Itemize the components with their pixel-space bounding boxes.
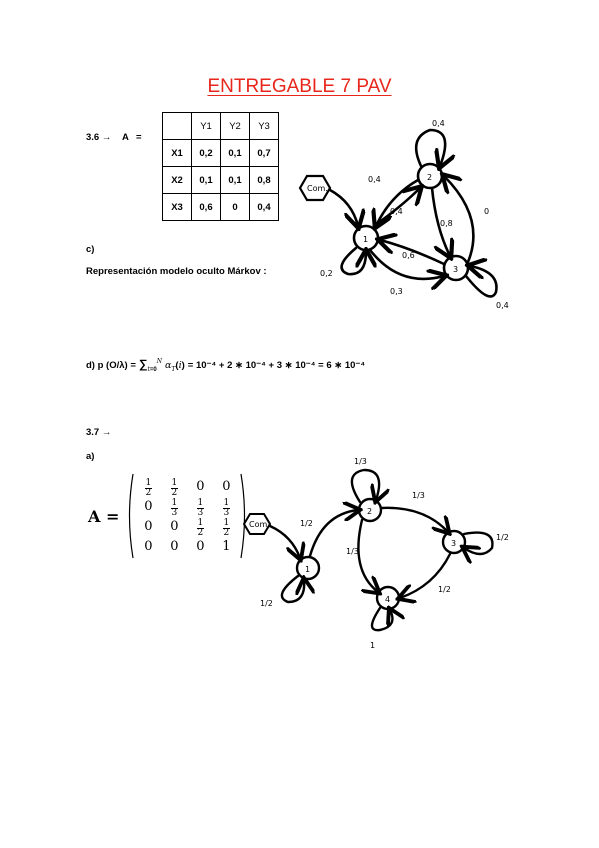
markov-diagram-3-7 xyxy=(238,446,548,658)
col-header: Y1 xyxy=(192,113,221,140)
table-cell: 0 xyxy=(221,194,250,221)
part-d-equation xyxy=(86,357,365,373)
col-header: Y3 xyxy=(250,113,279,140)
fraction: $\frac{1}{2}$ xyxy=(223,518,230,538)
edge-3-4-label: 1/2 xyxy=(438,585,451,594)
matrix-cell: 0 xyxy=(170,518,179,534)
part-d-rhs: = 10⁻⁴ + 2 ∗ 10⁻⁴ + 3 ∗ 10⁻⁴ = 6 ∗ 10⁻⁴ xyxy=(187,360,366,371)
col-header: Y2 xyxy=(221,113,250,140)
page-title: ENTREGABLE 7 PAV xyxy=(207,76,392,97)
fraction: $\frac{1}{3}$ xyxy=(223,498,230,518)
fraction: $\frac{1}{3}$ xyxy=(197,498,204,518)
edge-start-1 xyxy=(330,190,358,226)
start-label-1: Com. xyxy=(307,184,328,193)
matrix-cell: 0 xyxy=(222,478,231,494)
fraction: $\frac{1}{2}$ xyxy=(145,478,152,498)
fraction: $\frac{1}{3}$ xyxy=(171,498,178,518)
state-label: 3 xyxy=(453,265,459,274)
start-label-2: Com. xyxy=(249,520,270,529)
edge-1-2-label: 1/2 xyxy=(300,519,313,528)
state-label: 3 xyxy=(451,539,457,548)
state-label: 4 xyxy=(385,595,391,604)
loop-1 xyxy=(342,248,366,274)
alpha-term: $\alpha_T(i)$ xyxy=(164,360,185,373)
fraction: $\frac{1}{2}$ xyxy=(171,478,178,498)
table-header-row xyxy=(163,113,279,140)
matrix-cell xyxy=(197,514,205,538)
edge-1-2-label: 0,4 xyxy=(390,207,403,216)
loop-1-label: 1/2 xyxy=(260,599,273,608)
part-a-label: a) xyxy=(86,451,95,462)
matrix-cell: 0 xyxy=(144,518,153,534)
table-cell: 0,1 xyxy=(221,167,250,194)
equals-sign: = xyxy=(136,132,142,143)
table-cell: 0,4 xyxy=(250,194,279,221)
section-36-label: 3.6 → xyxy=(86,132,112,143)
matrix-cell xyxy=(171,494,179,518)
edge-start-1 xyxy=(270,526,300,558)
loop-4 xyxy=(372,608,392,630)
left-paren xyxy=(125,472,135,560)
row-header: X3 xyxy=(163,194,192,221)
edge-1-3-label: 0,3 xyxy=(390,287,403,296)
matrix-cell xyxy=(223,514,231,538)
table-corner xyxy=(163,113,192,140)
state-label: 2 xyxy=(427,173,433,182)
loop-1 xyxy=(282,576,304,602)
table-row xyxy=(163,167,279,194)
loop-2 xyxy=(416,130,445,166)
loop-2-label: 0,4 xyxy=(432,119,445,128)
matrix-cell: 0 xyxy=(144,498,153,514)
loop-3 xyxy=(466,266,496,296)
loop-3-label: 0,4 xyxy=(496,301,509,310)
table-cell: 0,2 xyxy=(192,140,221,167)
matrix-grid xyxy=(135,476,239,556)
loop-2 xyxy=(352,470,379,502)
hmm-diagram-3-6 xyxy=(290,108,530,318)
edge-2-4 xyxy=(358,520,378,592)
loop-4-label: 1 xyxy=(370,641,376,650)
edge-2-1-label: 0,4 xyxy=(368,175,381,184)
state-label: 2 xyxy=(367,507,373,516)
table-cell: 0,1 xyxy=(192,167,221,194)
section-37-label: 3.7 → xyxy=(86,427,112,438)
emission-matrix-table xyxy=(162,112,279,221)
edge-2-4-label: 1/3 xyxy=(346,547,359,556)
table-cell: 0,7 xyxy=(250,140,279,167)
matrix-cell: 1 xyxy=(222,538,231,554)
table-cell: 0,8 xyxy=(250,167,279,194)
table-cell: 0,6 xyxy=(192,194,221,221)
fraction: $\frac{1}{2}$ xyxy=(197,518,204,538)
edge-2-3 xyxy=(381,508,448,532)
matrix-a-label: A xyxy=(122,132,129,143)
state-label: 1 xyxy=(305,565,311,574)
edge-2-3-label: 0,8 xyxy=(440,219,453,228)
edge-3-1-label: 0,6 xyxy=(402,251,415,260)
table-row xyxy=(163,140,279,167)
table-row xyxy=(163,194,279,221)
part-d-prefix: d) p (O/λ) = xyxy=(86,360,136,371)
matrix-name: A = xyxy=(88,506,120,526)
matrix-cell: 0 xyxy=(170,538,179,554)
edge-3-2-label: 0 xyxy=(484,207,490,216)
sum-symbol: $\sum_{t=0}^N$ xyxy=(138,357,162,374)
matrix-cell: 0 xyxy=(144,538,153,554)
loop-3 xyxy=(464,533,492,554)
loop-1-label: 0,2 xyxy=(320,269,333,278)
loop-3-label: 1/2 xyxy=(496,533,509,542)
part-c-text: Representación modelo oculto Márkov : xyxy=(86,266,267,277)
loop-2-label: 1/3 xyxy=(354,457,367,466)
part-c-label: c) xyxy=(86,244,95,255)
edge-2-3-label: 1/3 xyxy=(412,491,425,500)
matrix-cell: 0 xyxy=(196,538,205,554)
matrix-cell xyxy=(145,474,153,498)
matrix-cell: 0 xyxy=(196,478,205,494)
table-cell: 0,1 xyxy=(221,140,250,167)
transition-matrix xyxy=(88,472,249,560)
row-header: X2 xyxy=(163,167,192,194)
row-header: X1 xyxy=(163,140,192,167)
state-label: 1 xyxy=(363,235,369,244)
